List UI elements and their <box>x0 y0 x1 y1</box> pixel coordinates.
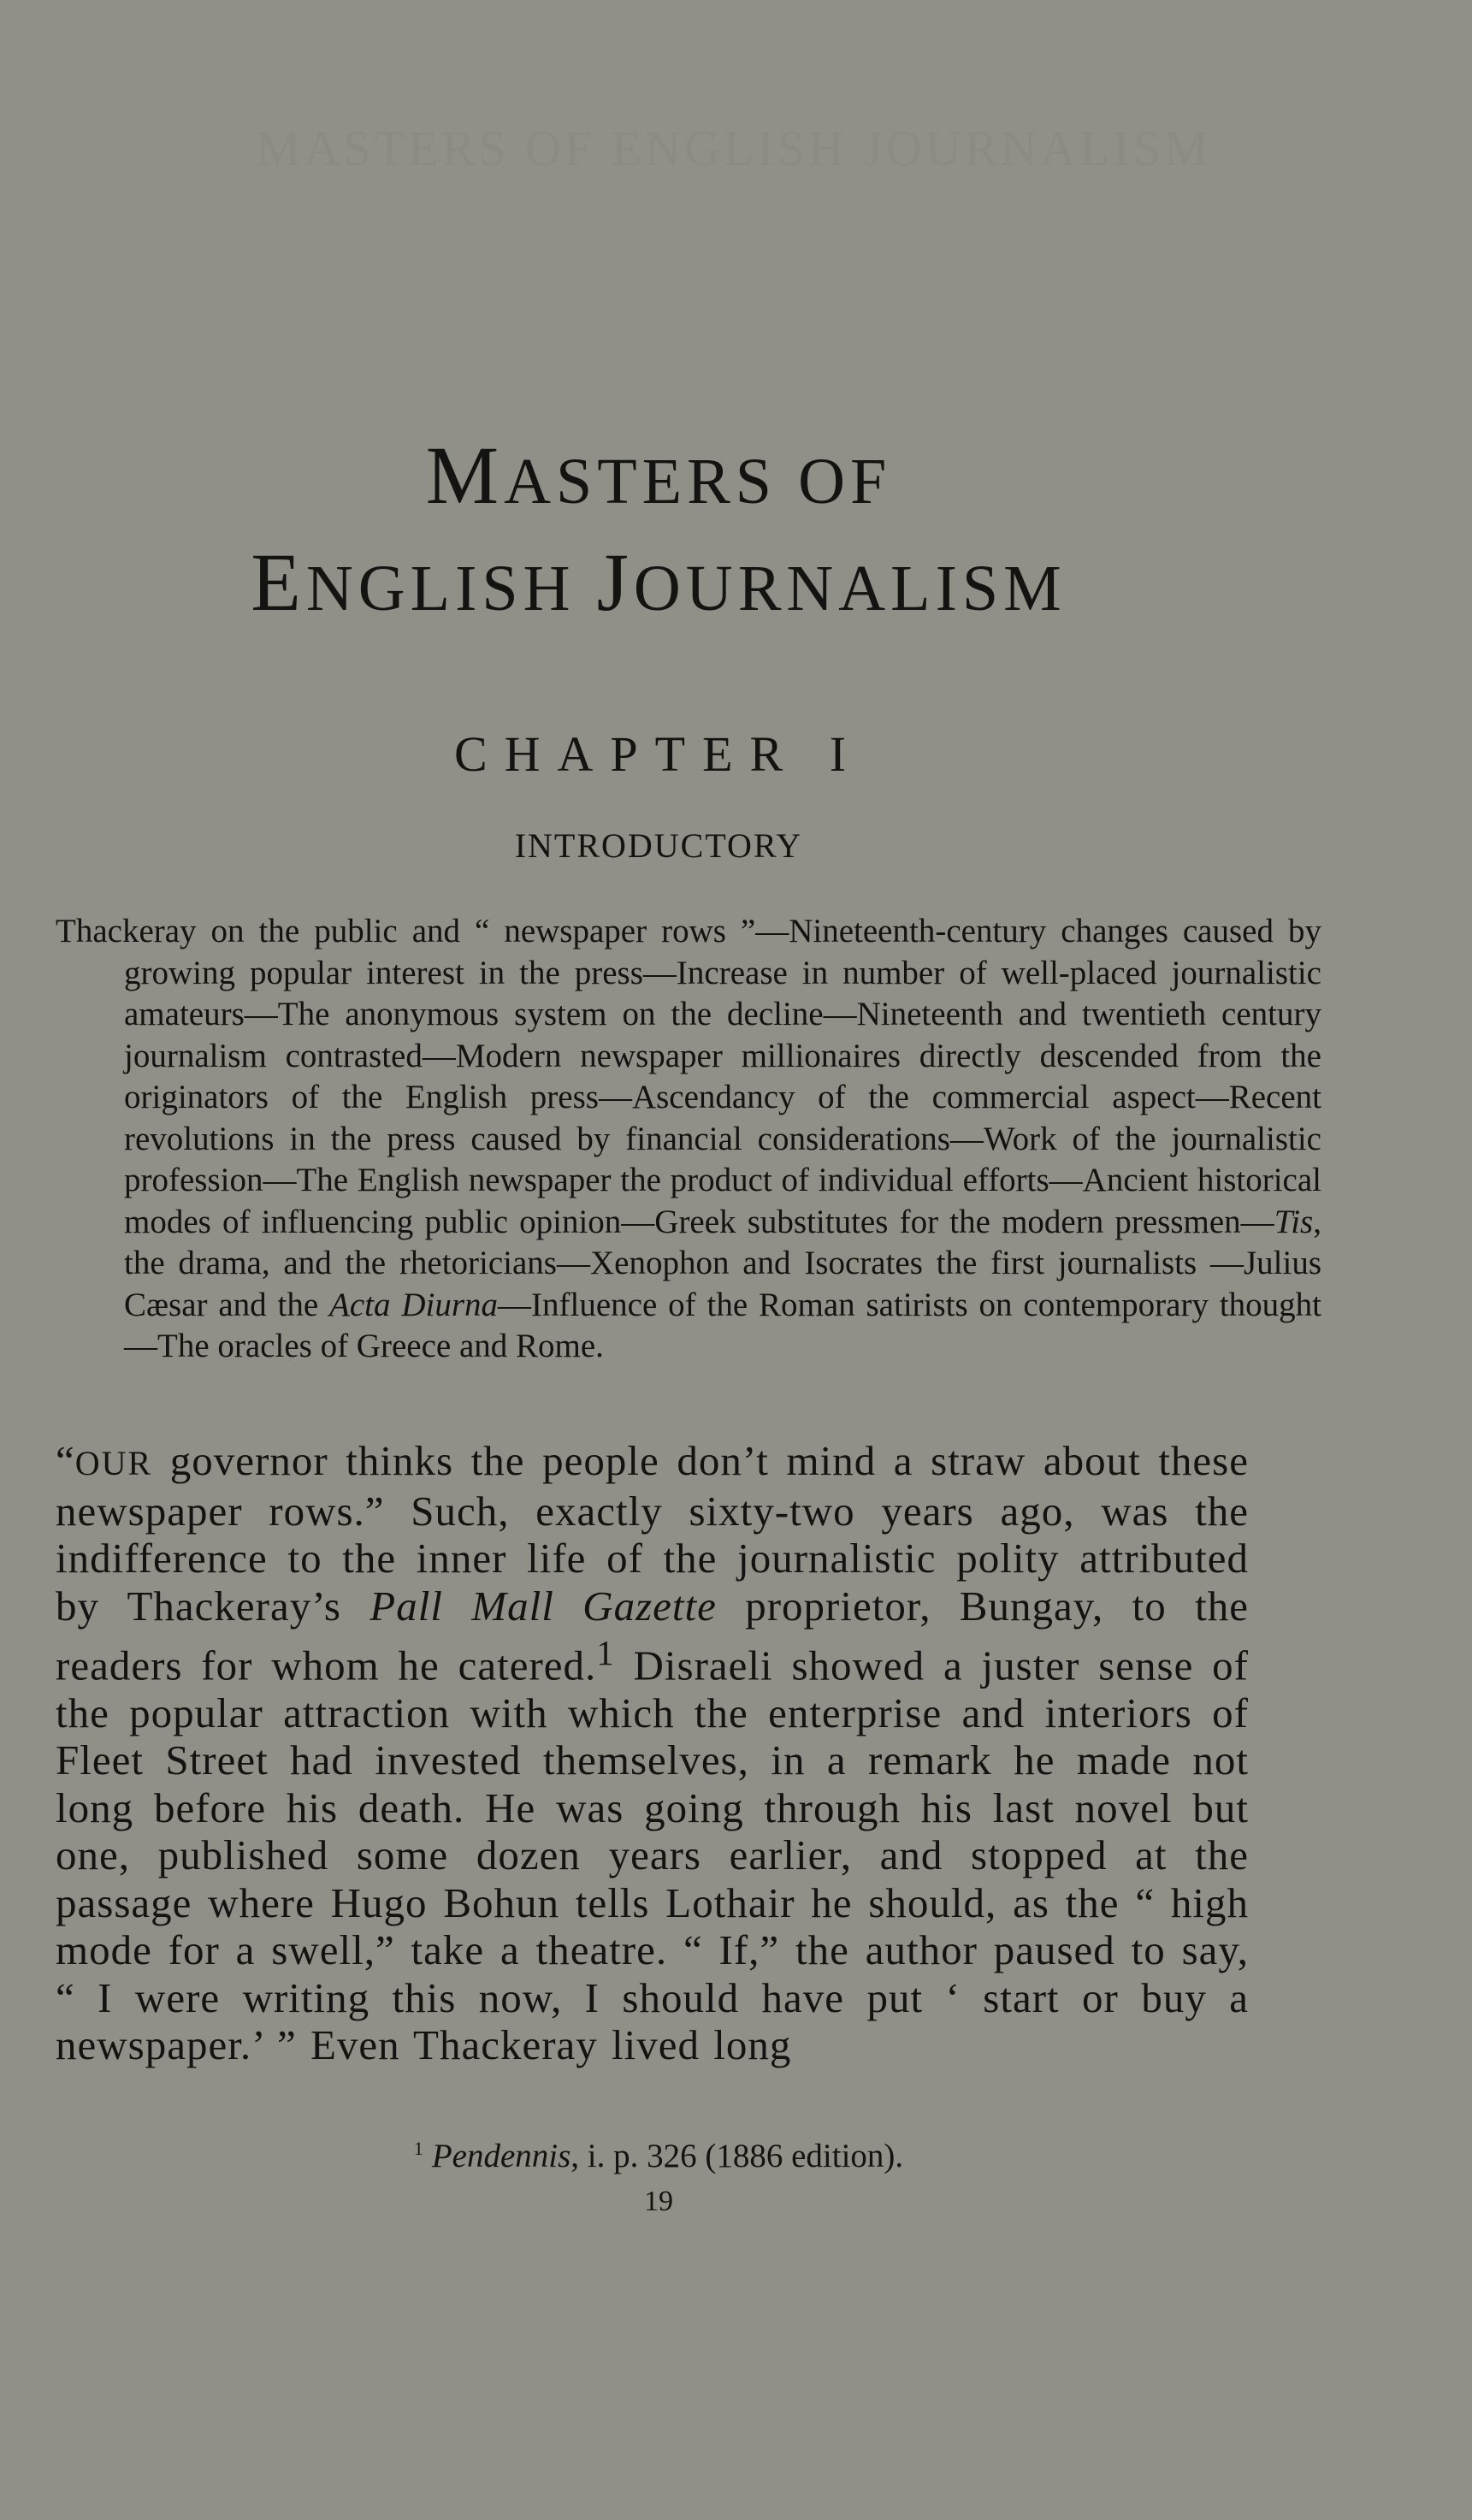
footnote-mark: 1 <box>413 2138 423 2159</box>
title-initial: M <box>425 429 505 521</box>
body-italic-title: Pall Mall Gazette <box>369 1582 717 1630</box>
synopsis-text: —Influence of the Roman satirists on contemporary thought—The oracles of Greece and Rome. <box>124 1286 1321 1364</box>
book-title-line-2 <box>0 535 1317 630</box>
synopsis-italic-acta: Acta Diurna <box>329 1286 499 1323</box>
body-text: Disraeli showed a juster sense of the popular attraction with which the enterprise and interiors of Fleet Street had invested themselves, in a remark he made not long before his death. He was going through his last novel but one, published some dozen years earlier, and stopped at the passage where Hugo Bohun tells Lothair he should, as the “ high mode for a swell,” take a theatre. “ If,” the author paused to say, “ I were writing this now, I should have put ‘ start or buy a newspaper.’ ” Even Thackeray lived long <box>56 1642 1249 2069</box>
body-text: governor thinks the people don’t mind a straw about these newspaper rows.” Such, exactly sixty-two years ago, was the indifference to the inner life of the journalistic polity attributed by Thackeray’s <box>56 1437 1249 1630</box>
title-initial: E <box>251 536 306 628</box>
body-text: proprietor, Bungay, to the readers for whom he catered. <box>56 1582 1249 1689</box>
bleed-through-text: MASTERS OF ENGLISH JOURNALISM <box>257 121 1212 176</box>
title-text: ASTERS OF <box>504 446 892 518</box>
footnote-reference: 1 <box>596 1634 615 1672</box>
synopsis-text: Thackeray on the public and “ newspaper rows ”—Nineteenth-century changes caused by growing popular interest in the press—Increase in number of well-placed journalistic amateurs—The anonymous system on the decline—Nineteenth and twentieth century journalism contrasted—Modern newspaper millionaires directly descended from the originators of the English press—Ascendancy of the commercial aspect—Recent revolutions in the press caused by financial considerations—Work of the journalistic profession—The English newspaper the product of individual efforts—Ancient historical modes of influencing public opinion—Greek substitutes for the modern pressmen— <box>56 913 1321 1240</box>
synopsis-text: , the drama, and the rhetoricians—Xenophon and Isocrates the first journalists —Julius Cæsar and the <box>124 1203 1321 1323</box>
footnote-work: Pendennis <box>431 2138 571 2174</box>
title-text: OURNALISM <box>633 553 1067 624</box>
footnote-text: , i. p. 326 (1886 edition). <box>570 2138 904 2174</box>
chapter-subheading: INTRODUCTORY <box>514 826 803 865</box>
page-number: 19 <box>644 2186 673 2217</box>
small-caps-word: OUR <box>74 1444 153 1482</box>
synopsis-italic-tis: Tis <box>1274 1203 1314 1240</box>
chapter-heading: CHAPTER I <box>453 726 864 782</box>
book-title-line-1 <box>0 428 1317 523</box>
title-initial: J <box>596 536 634 628</box>
footnote <box>0 2137 1317 2175</box>
body-text: “ <box>56 1437 75 1484</box>
body-paragraph <box>56 1437 1249 2069</box>
title-text: NGLISH <box>305 553 597 624</box>
chapter-synopsis <box>56 911 1321 1368</box>
